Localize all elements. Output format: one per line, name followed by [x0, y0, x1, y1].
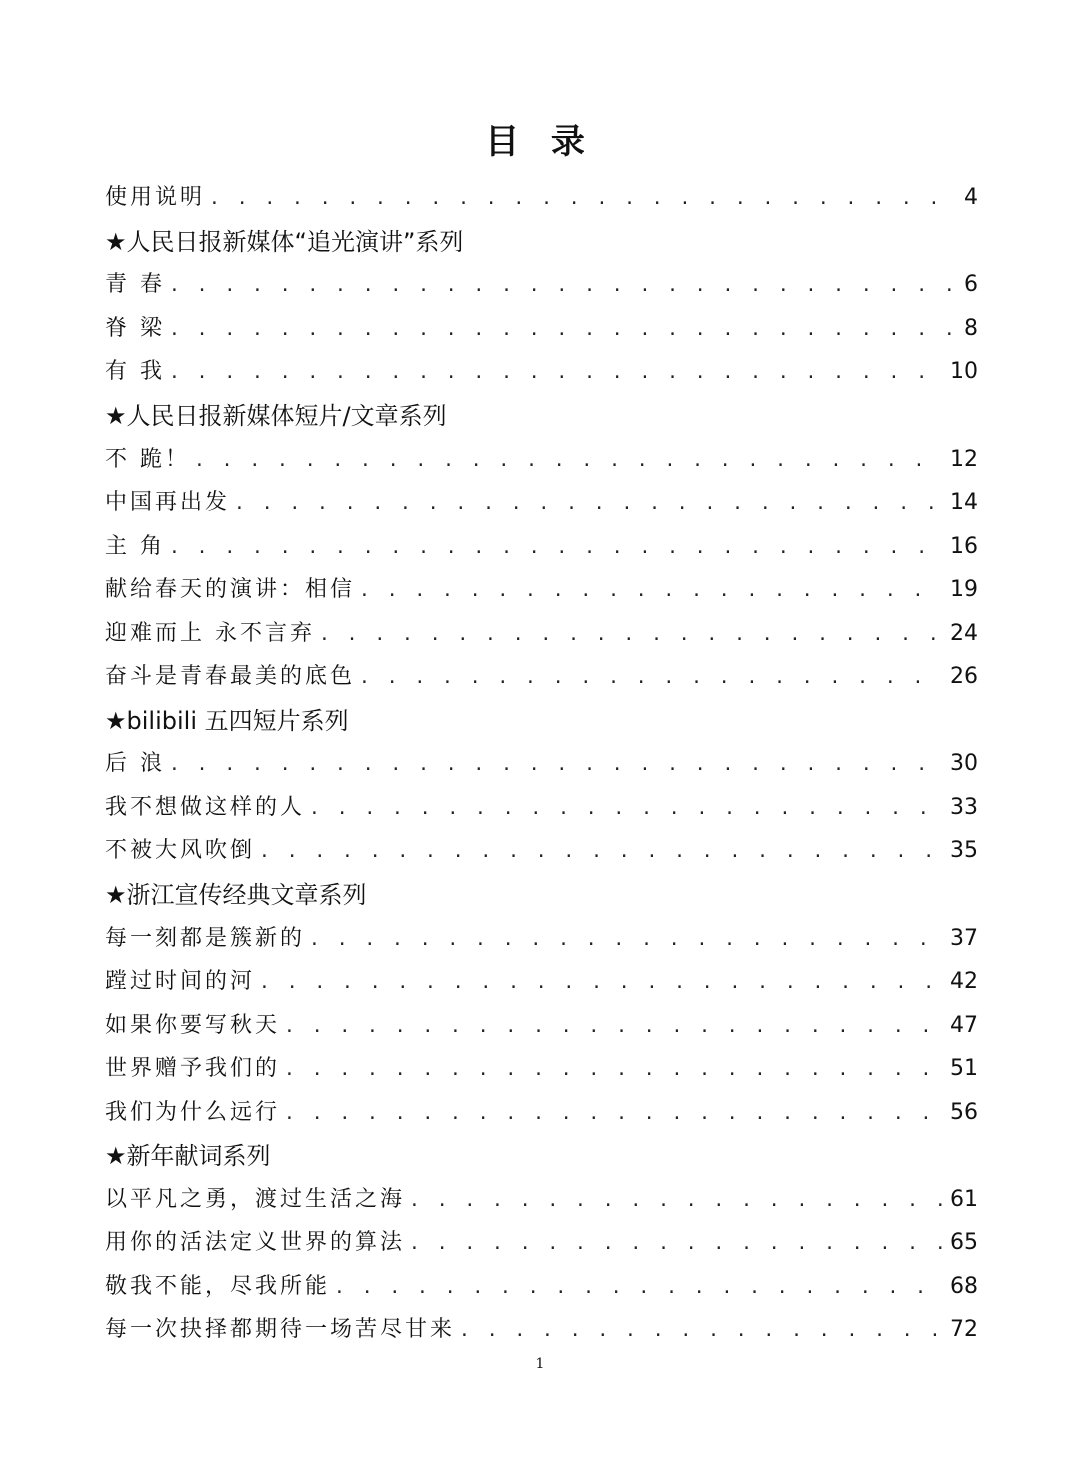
toc-entry-page-number: 72	[950, 1317, 978, 1343]
toc-section-heading	[105, 218, 978, 262]
toc-entry[interactable]	[105, 479, 978, 523]
toc-section-heading	[105, 1132, 978, 1176]
toc-entry-title: 迎难而上 永不言弃	[105, 620, 315, 646]
toc-entry-page-number: 6	[964, 272, 978, 298]
toc-entry-title: 蹚过时间的河	[105, 969, 256, 995]
toc-entry-line[interactable]	[105, 921, 978, 952]
dot-leader	[169, 537, 944, 558]
toc-entry-title: 每一刻都是簇新的	[105, 925, 306, 951]
toc-entry-page-number: 12	[950, 446, 978, 472]
dot-leader	[234, 493, 944, 514]
table-of-contents	[105, 174, 978, 1350]
toc-entry-page-number: 33	[950, 794, 978, 820]
toc-entry-page-number: 42	[950, 969, 978, 995]
toc-entry[interactable]	[105, 740, 978, 784]
page-title: 目 录	[485, 122, 595, 162]
dot-leader	[319, 624, 944, 645]
toc-entry-line[interactable]	[105, 354, 978, 385]
toc-section-heading	[105, 871, 978, 915]
dot-leader	[169, 275, 958, 296]
section-heading-text: ★人民日报新媒体“追光演讲”系列	[105, 227, 464, 256]
toc-entry[interactable]	[105, 566, 978, 610]
toc-entry[interactable]	[105, 784, 978, 828]
toc-entry-page-number: 26	[950, 664, 978, 690]
section-heading-text: ★浙江宣传经典文章系列	[105, 881, 367, 910]
toc-entry-page-number: 65	[950, 1230, 978, 1256]
dot-leader	[409, 1233, 944, 1254]
page-number: 1	[535, 1356, 545, 1372]
toc-entry[interactable]	[105, 174, 978, 218]
toc-entry-title: 我们为什么远行	[105, 1099, 281, 1125]
toc-entry-line[interactable]	[105, 790, 978, 821]
toc-entry-title: 使用说明	[105, 185, 206, 211]
dot-leader	[169, 362, 944, 383]
toc-entry-page-number: 24	[950, 620, 978, 646]
toc-entry-title: 敬我不能，尽我所能	[105, 1273, 331, 1299]
toc-entry-page-number: 47	[950, 1012, 978, 1038]
toc-entry[interactable]	[105, 305, 978, 349]
toc-entry-page-number: 16	[950, 533, 978, 559]
dot-leader	[284, 1059, 944, 1080]
toc-entry[interactable]	[105, 958, 978, 1002]
dot-leader	[169, 754, 944, 775]
dot-leader	[309, 929, 944, 950]
toc-entry-title: 青 春	[105, 272, 165, 298]
dot-leader	[309, 798, 944, 819]
toc-entry-title: 不 跪！	[105, 446, 190, 472]
toc-entry-title: 每一次抉择都期待一场苦尽甘来	[105, 1317, 456, 1343]
dot-leader	[359, 580, 944, 601]
toc-entry-title: 用你的活法定义世界的算法	[105, 1230, 406, 1256]
toc-entry[interactable]	[105, 435, 978, 479]
toc-entry-page-number: 51	[950, 1056, 978, 1082]
toc-entry-title: 后 浪	[105, 751, 165, 777]
toc-entry[interactable]	[105, 1219, 978, 1263]
toc-entry[interactable]	[105, 1263, 978, 1307]
toc-entry-line[interactable]	[105, 1095, 978, 1126]
toc-entry[interactable]	[105, 914, 978, 958]
toc-entry-title: 主 角	[105, 533, 165, 559]
toc-entry[interactable]	[105, 1176, 978, 1220]
toc-entry-line[interactable]	[105, 485, 978, 516]
section-heading-text: ★bilibili 五四短片系列	[105, 706, 349, 735]
toc-entry-line[interactable]	[105, 267, 978, 298]
toc-entry-title: 中国再出发	[105, 490, 231, 516]
dot-leader	[284, 1016, 944, 1037]
toc-entry[interactable]	[105, 827, 978, 871]
toc-section-heading	[105, 697, 978, 741]
toc-entry-page-number: 19	[950, 577, 978, 603]
toc-entry[interactable]	[105, 1088, 978, 1132]
toc-entry-line[interactable]	[105, 616, 978, 647]
toc-entry-line[interactable]	[105, 1051, 978, 1082]
toc-entry-line[interactable]	[105, 1269, 978, 1300]
toc-entry[interactable]	[105, 653, 978, 697]
toc-entry[interactable]	[105, 1045, 978, 1089]
toc-entry-line[interactable]	[105, 442, 978, 473]
dot-leader	[334, 1277, 944, 1298]
toc-entry-title: 献给春天的演讲：相信	[105, 577, 356, 603]
toc-entry[interactable]	[105, 609, 978, 653]
toc-entry-line[interactable]	[105, 180, 978, 211]
toc-entry-line[interactable]	[105, 1225, 978, 1256]
toc-entry-page-number: 10	[950, 359, 978, 385]
toc-entry[interactable]	[105, 522, 978, 566]
toc-entry-line[interactable]	[105, 1312, 978, 1343]
section-heading-text: ★新年献词系列	[105, 1142, 271, 1171]
toc-entry-title: 脊 梁	[105, 315, 165, 341]
toc-entry-line[interactable]	[105, 746, 978, 777]
dot-leader	[209, 188, 958, 209]
dot-leader	[259, 972, 944, 993]
toc-entry-page-number: 30	[950, 751, 978, 777]
toc-entry-page-number: 4	[964, 185, 978, 211]
toc-entry-line[interactable]	[105, 572, 978, 603]
toc-entry-line[interactable]	[105, 1008, 978, 1039]
toc-entry-page-number: 61	[950, 1186, 978, 1212]
toc-entry-line[interactable]	[105, 311, 978, 342]
dot-leader	[409, 1190, 944, 1211]
toc-entry-page-number: 14	[950, 490, 978, 516]
toc-entry-page-number: 68	[950, 1273, 978, 1299]
toc-entry-line[interactable]	[105, 964, 978, 995]
toc-entry-title: 不被大风吹倒	[105, 838, 256, 864]
toc-entry-title: 奋斗是青春最美的底色	[105, 664, 356, 690]
toc-entry-page-number: 56	[950, 1099, 978, 1125]
toc-entry[interactable]	[105, 261, 978, 305]
toc-section-heading	[105, 392, 978, 436]
toc-entry[interactable]	[105, 1001, 978, 1045]
toc-entry-title: 我不想做这样的人	[105, 794, 306, 820]
toc-entry-line[interactable]	[105, 1182, 978, 1213]
toc-entry-title: 以平凡之勇，渡过生活之海	[105, 1186, 406, 1212]
toc-entry-line[interactable]	[105, 529, 978, 560]
toc-entry-line[interactable]	[105, 833, 978, 864]
toc-entry[interactable]	[105, 1306, 978, 1350]
toc-entry-title: 有 我	[105, 359, 165, 385]
toc-entry-page-number: 8	[964, 315, 978, 341]
dot-leader	[169, 319, 958, 340]
section-heading-text: ★人民日报新媒体短片/文章系列	[105, 402, 447, 430]
dot-leader	[359, 667, 944, 688]
dot-leader	[459, 1320, 944, 1341]
toc-entry-page-number: 37	[950, 925, 978, 951]
toc-entry-title: 如果你要写秋天	[105, 1012, 281, 1038]
toc-entry[interactable]	[105, 348, 978, 392]
toc-entry-title: 世界赠予我们的	[105, 1056, 281, 1082]
dot-leader	[259, 841, 944, 862]
dot-leader	[284, 1103, 944, 1124]
toc-entry-page-number: 35	[950, 838, 978, 864]
toc-entry-line[interactable]	[105, 659, 978, 690]
dot-leader	[194, 450, 944, 471]
